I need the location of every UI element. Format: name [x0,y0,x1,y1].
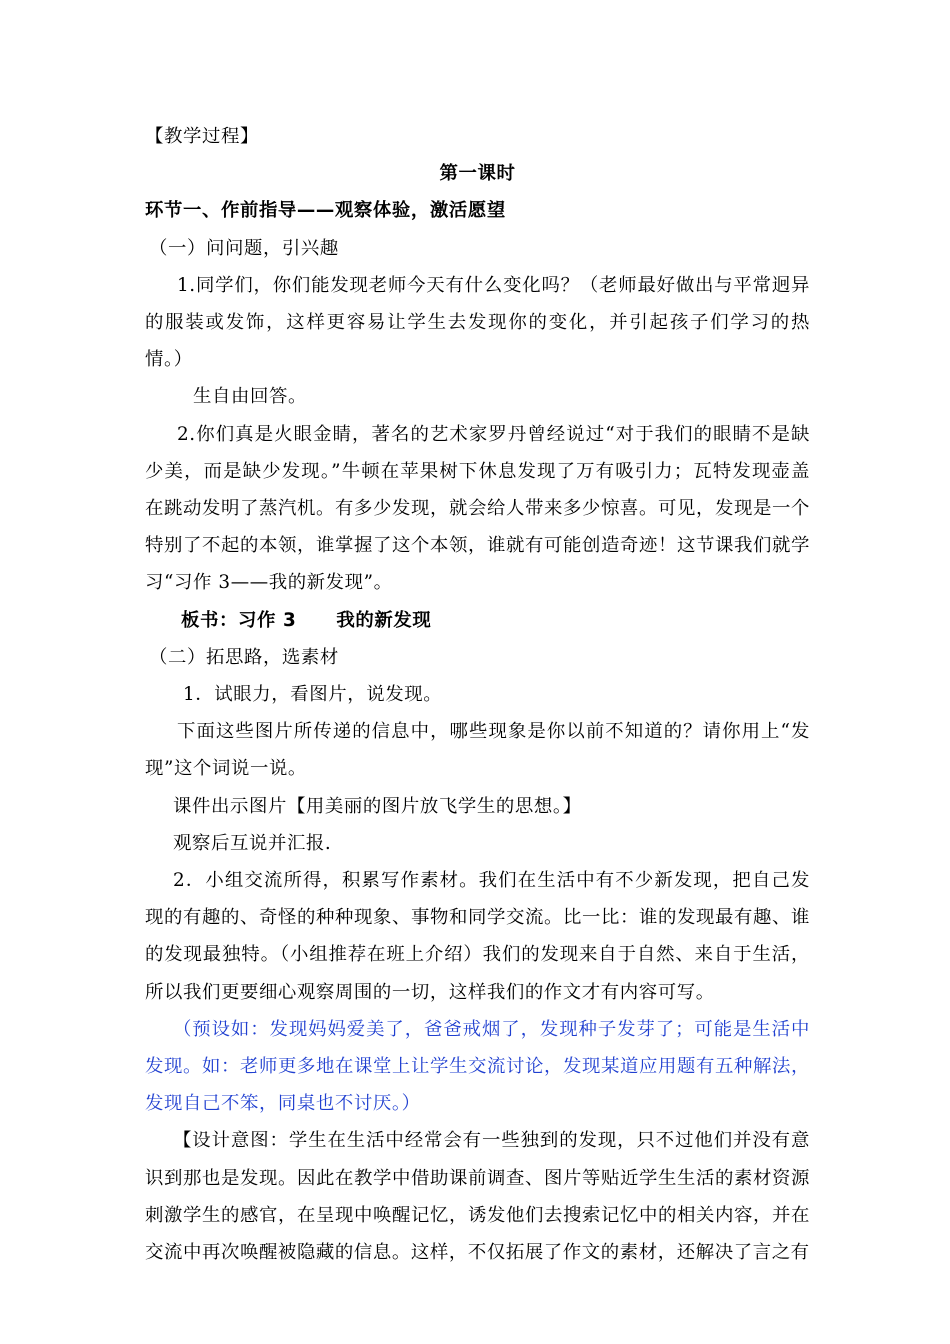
subsection-2-show-pictures: 课件出示图片【用美丽的图片放飞学生的思想。】 [173,795,582,817]
board-topic: 我的新发现 [336,609,432,631]
board-writing [145,602,810,639]
paragraph-answer: 生自由回答。 [193,386,307,408]
board-label: 板书：习作 3 [181,609,297,631]
section-1-title: 环节一、作前指导——观察体验，激活愿望 [145,200,506,222]
subsection-2-prompt: 下面这些图片所传递的信息中，哪些现象是你以前不知道的？请你用上“发现”这个词说一说。 [145,721,810,780]
paragraph-question-2: 2.你们真是火眼金睛，著名的艺术家罗丹曾经说过“对于我们的眼睛不是缺少美，而是缺少发现。”牛顿在苹果树下休息发现了万有吸引力；瓦特发现壶盖在跳动发明了蒸汽机。有多少发现，就会给人带来多少惊喜。可见，发现是一个特别了不起的本领，谁掌握了这个本领，谁就有可能创造奇迹！这节课我们就学习“习作 3——我的新发现”。 [145,423,810,594]
subsection-2-item-2: 2．小组交流所得，积累写作素材。我们在生活中有不少新发现，把自己发现的有趣的、奇怪的种种现象、事物和同学交流。比一比：谁的发现最有趣、谁的发现最独特。（小组推荐在班上介绍）我们的发现来自于自然、来自于生活，所以我们更要细心观察周围的一切，这样我们的作文才有内容可写。 [145,870,810,1003]
subsection-2-item-1: 1．试眼力，看图片，说发现。 [183,684,443,706]
subsection-2-observe: 观察后互说并汇报. [173,832,332,854]
design-intent: 【设计意图：学生在生活中经常会有一些独到的发现，只不过他们并没有意识到那也是发现。因此在教学中借助课前调查、图片等贴近学生生活的素材资源刺激学生的感官，在呈现中唤醒记忆，诱发他们去搜索记忆中的相关内容，并在交流中再次唤醒被隐藏的信息。这样，不仅拓展了作文的素材，还解决了言之有 [145,1130,810,1264]
lesson-title: 第一课时 [439,163,516,185]
subsection-1-title: （一）问问题，引兴趣 [149,237,339,259]
paragraph-question-1: 1.同学们，你们能发现老师今天有什么变化吗？（老师最好做出与平常迥异的服装或发饰，这样更容易让学生去发现你的变化，并引起孩子们学习的热情。） [145,274,810,371]
preset-examples: （预设如：发现妈妈爱美了，爸爸戒烟了，发现种子发芽了；可能是生活中发现。如：老师更多地在课堂上让学生交流讨论，发现某道应用题有五种解法，发现自己不笨，同桌也不讨厌。） [145,1018,810,1115]
document-page [145,118,810,1271]
subsection-2-title: （二）拓思路，选素材 [149,646,339,668]
teaching-process-heading: 【教学过程】 [145,126,259,147]
